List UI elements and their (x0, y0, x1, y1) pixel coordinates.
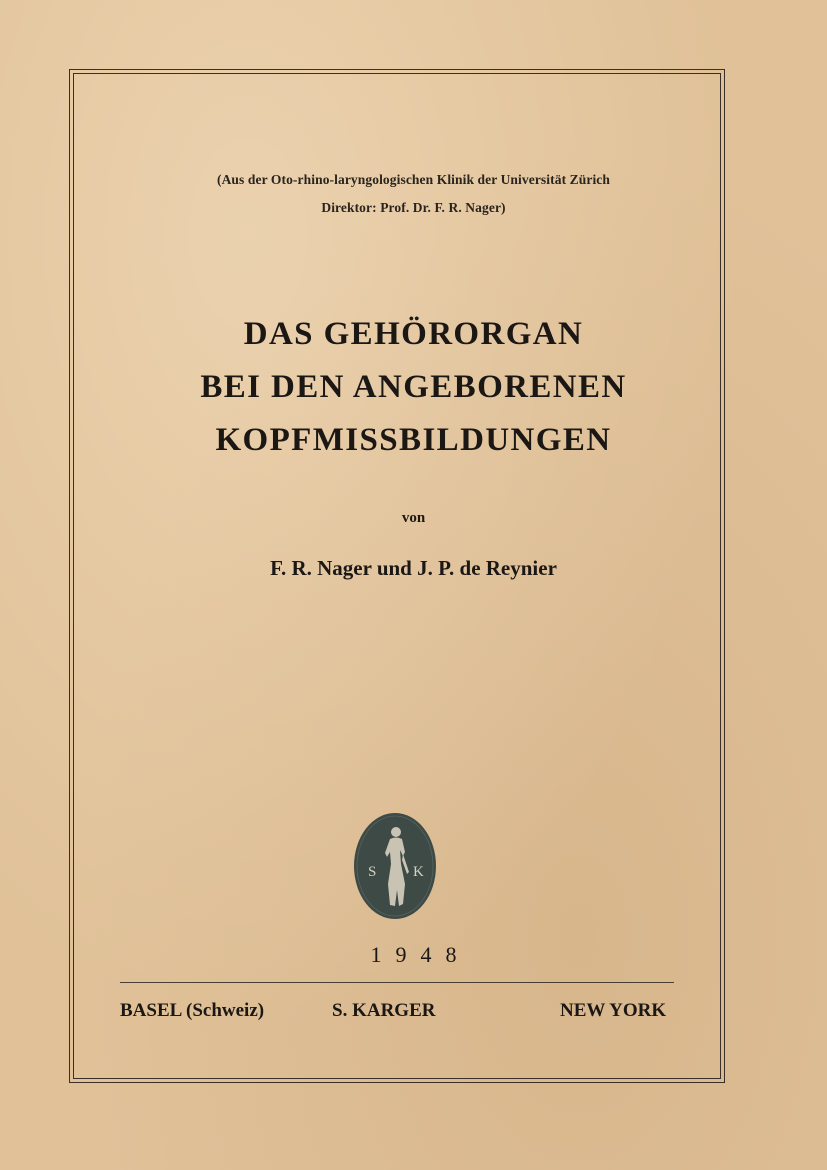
publication-year: 1948 (370, 942, 471, 967)
publisher-emblem-icon (353, 812, 437, 920)
imprint-city-right: NEW YORK (560, 1000, 667, 1021)
institution-line-1: (Aus der Oto-rhino-laryngologischen Klinik der Universität Zürich (216, 172, 611, 187)
imprint-publisher: S. KARGER (332, 1000, 436, 1021)
imprint-divider (120, 982, 674, 983)
institution-line-2: Direktor: Prof. Dr. F. R. Nager) (321, 200, 506, 215)
authors: F. R. Nager und J. P. de Reynier (270, 556, 557, 580)
emblem-letter-s: S (368, 864, 377, 880)
title-line-2: BEI DEN ANGEBORENEN (200, 369, 627, 405)
title-line-1: DAS GEHÖRORGAN (243, 316, 584, 352)
byline: von (401, 510, 426, 526)
title-line-3: KOPFMISSBILDUNGEN (215, 422, 612, 458)
emblem-letter-k: K (413, 864, 424, 880)
imprint-city-left: BASEL (Schweiz) (120, 1000, 265, 1021)
